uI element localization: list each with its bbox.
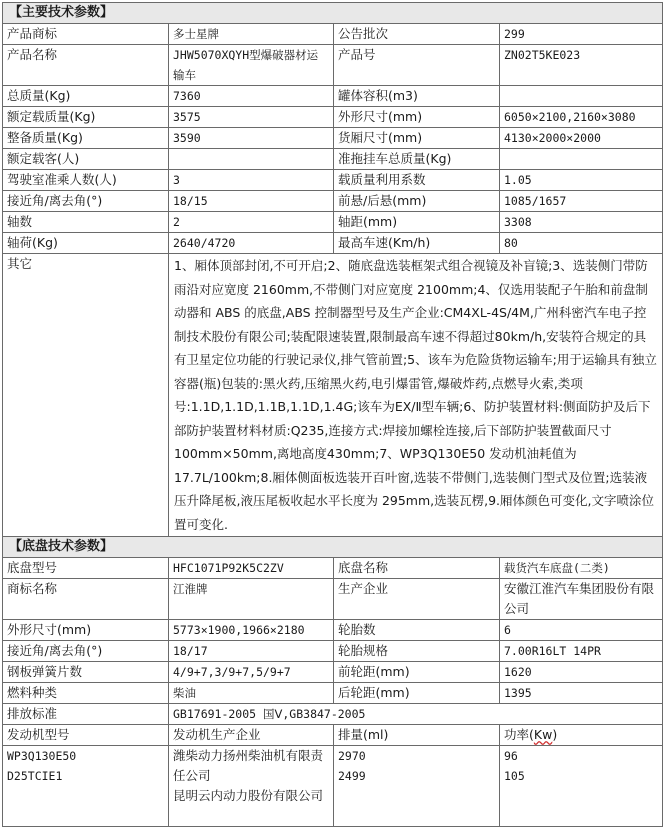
param-label: 载质量利用系数 <box>334 170 500 191</box>
param-value: 1085/1657 <box>500 191 663 212</box>
chassis-value: 柴油 <box>169 683 334 704</box>
main-row <box>3 170 663 191</box>
chassis-section-header <box>3 537 663 558</box>
main-row <box>3 149 663 170</box>
param-value <box>500 86 663 107</box>
param-value: 4130×2000×2000 <box>500 128 663 149</box>
chassis-value: 载货汽车底盘(二类) <box>500 558 663 579</box>
param-label: 接近角/离去角(°) <box>3 191 169 212</box>
engine-power: 105 <box>504 769 525 783</box>
param-label: 轴荷(Kg) <box>3 233 169 254</box>
param-value: 299 <box>500 24 663 45</box>
chassis-label: 燃料种类 <box>3 683 169 704</box>
param-value: 3575 <box>169 107 334 128</box>
chassis-value: 5773×1900,1966×2180 <box>169 620 334 641</box>
chassis-label: 外形尺寸(mm) <box>3 620 169 641</box>
chassis-label: 钢板弹簧片数 <box>3 662 169 683</box>
param-label: 整备质量(Kg) <box>3 128 169 149</box>
chassis-label: 轮胎规格 <box>334 641 500 662</box>
param-label: 总质量(Kg) <box>3 86 169 107</box>
power-header-unit: Kw <box>533 727 553 742</box>
chassis-value: HFC1071P92K5C2ZV <box>169 558 334 579</box>
chassis-value: 4/9+7,3/9+7,5/9+7 <box>169 662 334 683</box>
chassis-label: 底盘名称 <box>334 558 500 579</box>
chassis-value: 18/17 <box>169 641 334 662</box>
param-label: 前悬/后悬(mm) <box>334 191 500 212</box>
engine-makers <box>169 746 334 827</box>
engine-displacement: 2970 <box>338 749 366 763</box>
power-header <box>500 725 663 746</box>
chassis-label: 轮胎数 <box>334 620 500 641</box>
engine-maker: 潍柴动力扬州柴油机有限责任公司 <box>173 748 324 783</box>
chassis-section-title: 【底盘技术参数】 <box>3 537 663 558</box>
chassis-value: 1620 <box>500 662 663 683</box>
other-notes: 1、厢体顶部封闭,不可开启;2、随底盘选装框架式组合视镜及补盲镜;3、选装侧门带防雨沿对应宽度 2160mm,不带侧门对应宽度 2100mm;4、仅选用装配子午胎和前盘制动器和 ABS 的底盘,ABS 控制器型号及生产企业:CM4XL-4S/4M,广州科密汽车电子控制技术股份有限公司;装配限速装置,限制最高车速不得超过80km/h,安装符合规定的具有卫星定位功能的行驶记录仪,排气管前置;5、该车为危险货物运输车;用于运输具有独立容器(瓶)包装的:黑火药,压缩黑火药,电引爆雷管,爆破炸药,点燃导火索,类项号:1.1D,1.1D,1.1B,1.1D,1.4G;该车为EX/Ⅱ型车辆;6、防护装置材料:侧面防护及后下部防护装置材料材质:Q235,连接方式:焊接加螺栓连接,后下部防护装置截面尺寸 100mm×50mm,离地高度430mm;7、WP3Q130E50 发动机油耗值为 17.7L/100km;8.厢体侧面板选装开百叶窗,选装不带侧门,选装侧门型式及位置;选装液压升降尾板,液压尾板收起水平长度为 295mm,选装瓦楞,9.厢体颜色可变化,文字喷涂位置可变化. <box>169 254 663 537</box>
main-row <box>3 45 663 86</box>
chassis-value: 1395 <box>500 683 663 704</box>
param-label: 轴距(mm) <box>334 212 500 233</box>
chassis-label: 商标名称 <box>3 579 169 620</box>
emission-label: 排放标准 <box>3 704 169 725</box>
param-label: 额定载质量(Kg) <box>3 107 169 128</box>
engine-header-row <box>3 725 663 746</box>
main-row <box>3 107 663 128</box>
param-label: 额定载客(人) <box>3 149 169 170</box>
param-label: 产品商标 <box>3 24 169 45</box>
main-row <box>3 86 663 107</box>
chassis-row <box>3 662 663 683</box>
param-value: 7360 <box>169 86 334 107</box>
param-label: 外形尺寸(mm) <box>334 107 500 128</box>
chassis-value: 江淮牌 <box>169 579 334 620</box>
power-header-suffix: ) <box>552 727 558 742</box>
param-value: ZN02T5KE023 <box>500 45 663 86</box>
engine-data-row <box>3 746 663 827</box>
param-value <box>169 149 334 170</box>
chassis-row <box>3 579 663 620</box>
engine-powers <box>500 746 663 827</box>
param-label: 轴数 <box>3 212 169 233</box>
param-value: 2640/4720 <box>169 233 334 254</box>
spec-table <box>2 2 663 827</box>
param-label: 货厢尺寸(mm) <box>334 128 500 149</box>
param-value: 多士星牌 <box>169 24 334 45</box>
param-label: 准拖挂车总质量(Kg) <box>334 149 500 170</box>
other-label: 其它 <box>3 254 169 537</box>
chassis-label: 前轮距(mm) <box>334 662 500 683</box>
param-value: 18/15 <box>169 191 334 212</box>
chassis-label: 后轮距(mm) <box>334 683 500 704</box>
engine-models <box>3 746 169 827</box>
param-value: 3308 <box>500 212 663 233</box>
chassis-row <box>3 620 663 641</box>
main-row <box>3 233 663 254</box>
main-row <box>3 24 663 45</box>
main-row <box>3 212 663 233</box>
param-label: 驾驶室准乘人数(人) <box>3 170 169 191</box>
chassis-value: 7.00R16LT 14PR <box>500 641 663 662</box>
param-value: 6050×2100,2160×3080 <box>500 107 663 128</box>
power-header-prefix: 功率( <box>504 727 534 742</box>
chassis-value: 6 <box>500 620 663 641</box>
engine-power: 96 <box>504 749 518 763</box>
param-value: 3 <box>169 170 334 191</box>
emission-row <box>3 704 663 725</box>
chassis-label: 底盘型号 <box>3 558 169 579</box>
param-value: 1.05 <box>500 170 663 191</box>
main-section-header <box>3 3 663 24</box>
param-label: 最高车速(Km/h) <box>334 233 500 254</box>
main-section-title: 【主要技术参数】 <box>3 3 663 24</box>
other-row <box>3 254 663 537</box>
main-row <box>3 128 663 149</box>
displacement-header: 排量(ml) <box>334 725 500 746</box>
chassis-row <box>3 558 663 579</box>
chassis-label: 生产企业 <box>334 579 500 620</box>
param-label: 罐体容积(m3) <box>334 86 500 107</box>
engine-maker: 昆明云内动力股份有限公司 <box>173 788 324 803</box>
engine-model-header: 发动机型号 <box>3 725 169 746</box>
engine-model: WP3Q130E50 <box>7 749 77 763</box>
engine-displacement: 2499 <box>338 769 366 783</box>
chassis-row <box>3 641 663 662</box>
emission-value: GB17691-2005 国Ⅴ,GB3847-2005 <box>169 704 663 725</box>
param-label: 产品号 <box>334 45 500 86</box>
chassis-value: 安徽江淮汽车集团股份有限公司 <box>500 579 663 620</box>
param-value <box>500 149 663 170</box>
chassis-row <box>3 683 663 704</box>
param-value: 80 <box>500 233 663 254</box>
engine-model: D25TCIE1 <box>7 769 63 783</box>
param-label: 公告批次 <box>334 24 500 45</box>
engine-displacements <box>334 746 500 827</box>
chassis-label: 接近角/离去角(°) <box>3 641 169 662</box>
param-value: JHW5070XQYH型爆破器材运输车 <box>169 45 334 86</box>
param-value: 3590 <box>169 128 334 149</box>
param-label: 产品名称 <box>3 45 169 86</box>
engine-maker-header: 发动机生产企业 <box>169 725 334 746</box>
param-value: 2 <box>169 212 334 233</box>
main-row <box>3 191 663 212</box>
